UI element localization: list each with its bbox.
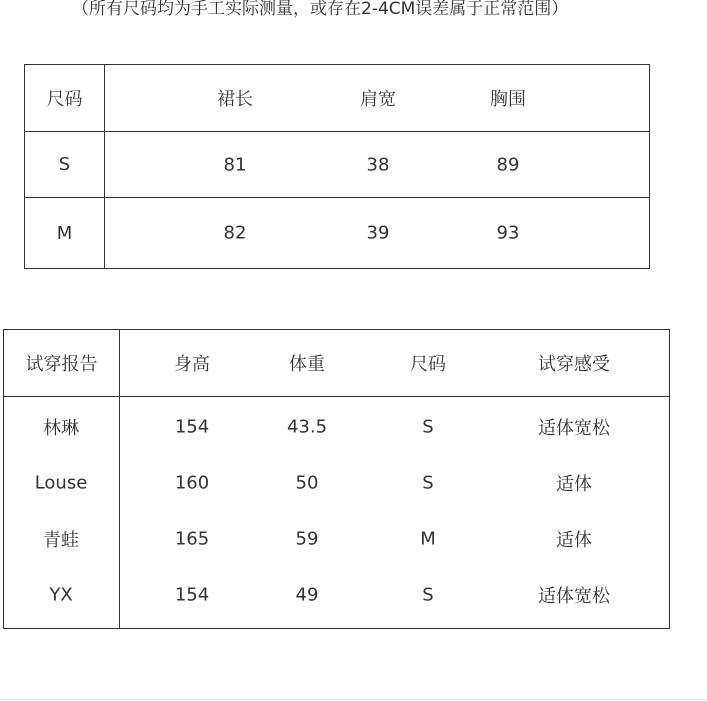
size-header-cell: 裙长 [217,89,253,110]
size-value: S [422,472,434,494]
fit-feeling: 适体宽松 [538,418,610,439]
height-value: 154 [174,584,210,606]
fit-table-header-row [4,330,670,397]
size-values [105,132,650,198]
size-cell: 93 [496,222,520,244]
size-value: S [422,416,434,438]
size-header-measurements [105,65,650,132]
size-cell: 39 [366,222,390,244]
fit-table-body [4,397,670,629]
size-value: M [420,528,436,550]
size-header-cell: 胸围 [490,89,526,110]
size-cell: 38 [366,154,390,175]
size-cell: S [25,132,105,198]
fit-report-table [3,329,670,629]
fit-header-cell: 试穿报告 [4,330,120,397]
size-cell: 89 [496,154,520,175]
size-header-cell: 肩宽 [360,89,396,110]
fit-feeling: 适体 [556,474,592,495]
tester-name: Louse [34,472,88,494]
height-value: 165 [174,528,210,550]
tester-name: 林琳 [43,418,79,439]
fit-feeling: 适体宽松 [538,586,610,607]
fit-feeling: 适体 [556,530,592,551]
size-cell: 81 [223,154,247,175]
size-value: S [422,584,434,606]
size-table [24,64,650,269]
tester-name-column [4,397,120,629]
fit-header-cell: 尺码 [410,354,446,375]
fit-header-cell: 身高 [174,354,210,375]
fit-header-cell: 体重 [289,354,325,375]
height-value: 154 [174,416,210,438]
weight-value: 43.5 [286,416,328,438]
size-table-row [25,198,650,269]
height-value: 160 [174,472,210,494]
fit-header-cell: 试穿感受 [538,354,610,375]
bottom-divider [0,699,707,700]
tester-name: 青蛙 [43,530,79,551]
tester-name: YX [49,584,73,606]
size-values [105,198,650,269]
fit-header-group [120,330,670,397]
size-table-row [25,132,650,198]
measurement-note-text: （所有尺码均为手工实际测量，或存在2-4CM误差属于正常范围） [72,0,569,19]
weight-value: 59 [295,528,319,550]
tester-details [120,397,670,629]
weight-value: 49 [295,584,319,606]
weight-value: 50 [295,472,319,494]
size-cell: 82 [223,222,247,244]
size-cell: M [25,198,105,269]
size-header-cell: 尺码 [25,65,105,132]
size-table-header-row [25,65,650,132]
